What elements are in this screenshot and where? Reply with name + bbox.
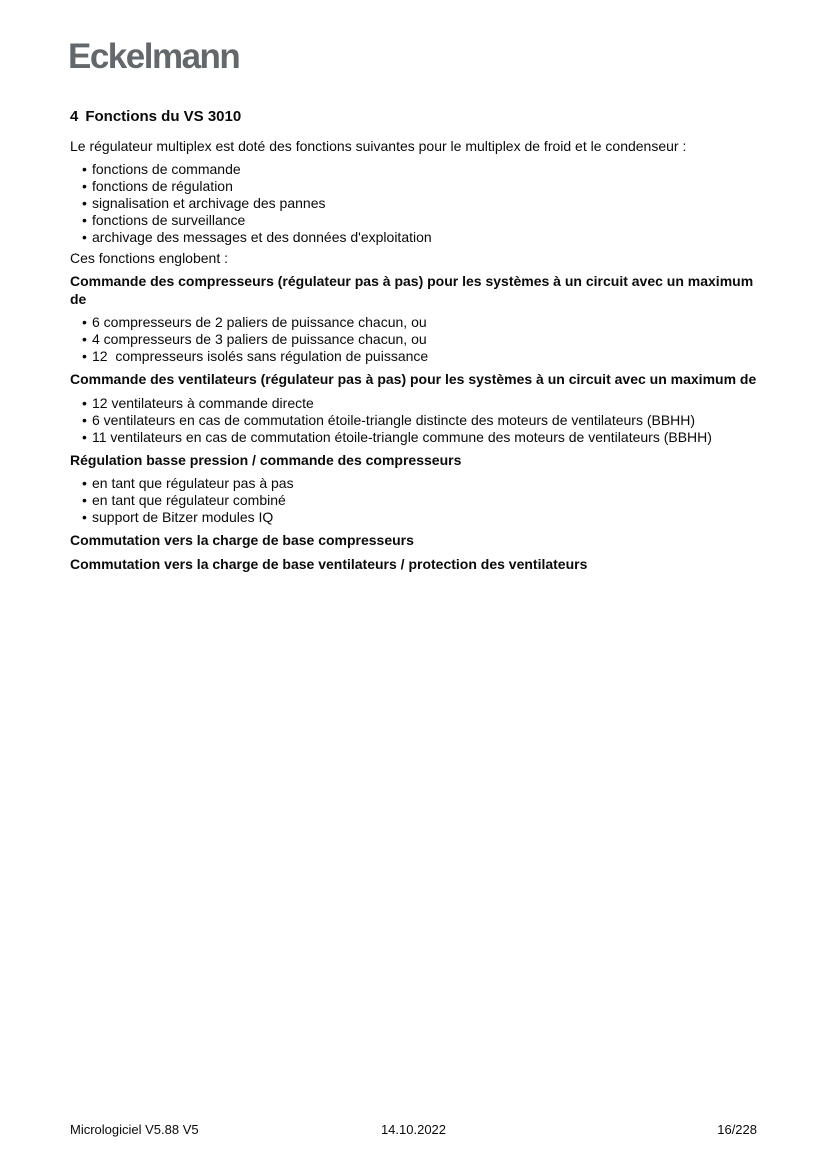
chapter-heading [70,108,762,126]
footer-date: 14.10.2022 [380,1122,447,1137]
page-content [70,108,762,575]
list-item: • 4 compresseurs de 3 paliers de puissance chacun, ou [70,331,762,348]
list-item: • 11 ventilateurs en cas de commutation étoile-triangle commune des moteurs de ventilateurs (BBHH) [70,429,762,446]
subsection-heading-low-pressure: Régulation basse pression / commande des compresseurs [70,451,462,468]
intro-closing-line: Ces fonctions englobent : [70,250,228,266]
low-pressure-bullet-list [70,475,762,526]
footer-firmware-version: Micrologiciel V5.88 V5 [70,1122,199,1137]
subsection-heading-fans: Commande des ventilateurs (régulateur pas à pas) pour les systèmes à un circuit avec un maximum de [70,371,757,387]
list-item: • en tant que régulateur pas à pas [70,475,762,492]
intro-bullet-list [70,161,762,246]
list-item: • support de Bitzer modules IQ [70,509,762,526]
page-footer [70,1122,757,1138]
list-item: • fonctions de commande [70,161,762,178]
chapter-title: Fonctions du VS 3010 [85,108,242,125]
intro-paragraph: Le régulateur multiplex est doté des fonctions suivantes pour le multiplex de froid et le condenseur : [70,138,687,154]
subsection-heading-compressors: Commande des compresseurs (régulateur pas à pas) pour les systèmes à un circuit avec un maximum de [70,273,754,307]
list-item: • en tant que régulateur combiné [70,492,762,509]
fans-bullet-list [70,395,762,446]
list-item: • 12 ventilateurs à commande directe [70,395,762,412]
subsection-heading-base-load-compressors: Commutation vers la charge de base compresseurs [70,532,414,548]
footer-page-number: 16/228 [717,1122,757,1137]
list-item: • 6 compresseurs de 2 paliers de puissance chacun, ou [70,314,762,331]
list-item: • 12 compresseurs isolés sans régulation de puissance [70,348,762,365]
compressors-bullet-list [70,314,762,365]
list-item: • 6 ventilateurs en cas de commutation étoile-triangle distincte des moteurs de ventilateurs (BBHH) [70,412,762,429]
list-item: • fonctions de régulation [70,178,762,195]
eckelmann-logo: Eckelmann [68,37,240,76]
subsection-heading-base-load-fans: Commutation vers la charge de base ventilateurs / protection des ventilateurs [70,555,588,572]
list-item: • signalisation et archivage des pannes [70,195,762,212]
list-item: • archivage des messages et des données d'exploitation [70,229,762,246]
chapter-number: 4 [70,108,79,125]
list-item: • fonctions de surveillance [70,212,762,229]
